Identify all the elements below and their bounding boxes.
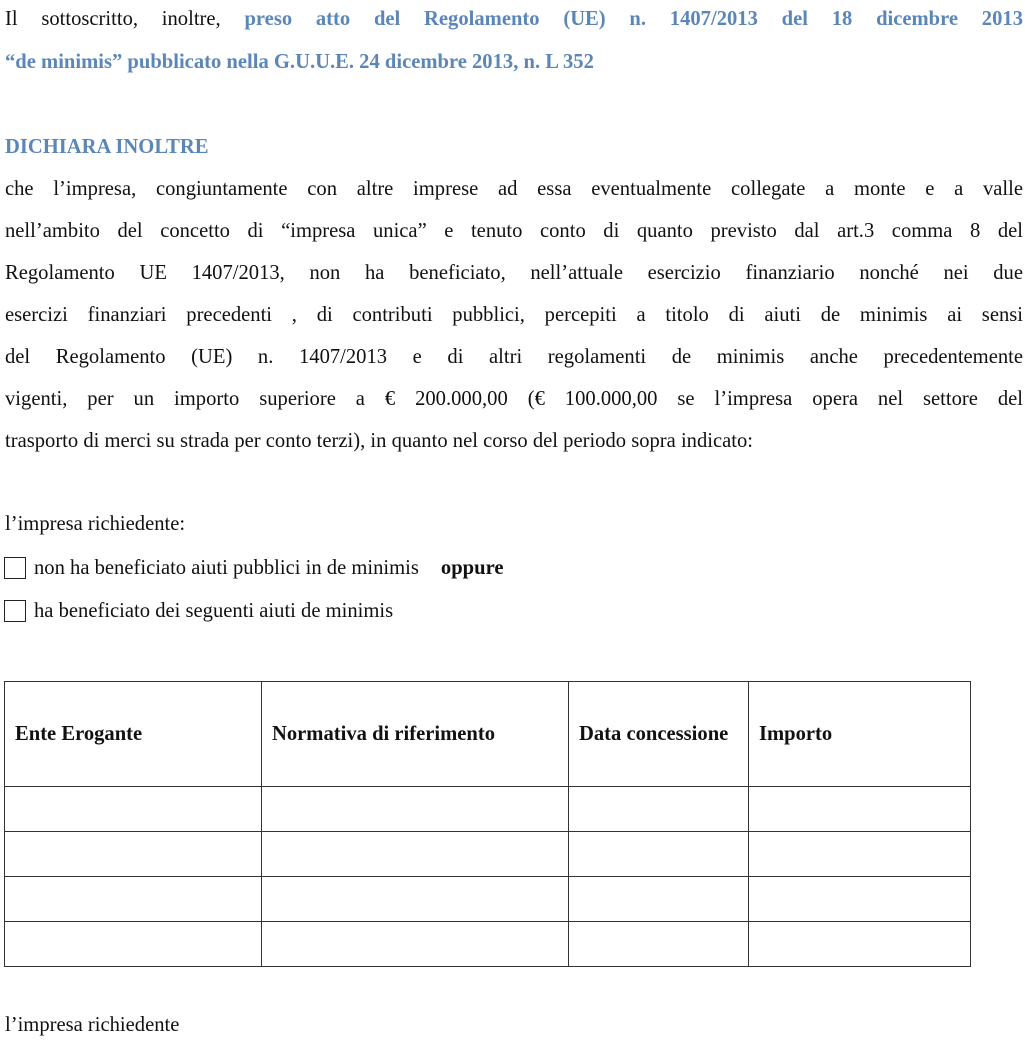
table-cell[interactable] [5, 787, 262, 832]
table-cell[interactable] [569, 922, 749, 967]
table-cell[interactable] [569, 832, 749, 877]
body-line: vigenti, per un importo superiore a € 200.000,00 (€ 100.000,00 se l’impresa opera nel settore del [5, 388, 1023, 410]
table-cell[interactable] [569, 787, 749, 832]
table-cell[interactable] [5, 922, 262, 967]
aid-table [4, 681, 971, 967]
header-ente-erogante: Ente Erogante [5, 682, 262, 787]
table-cell[interactable] [5, 877, 262, 922]
body-line: Regolamento UE 1407/2013, non ha beneficiato, nell’attuale esercizio finanziario nonché nei due [5, 262, 1023, 284]
table-cell[interactable] [749, 787, 971, 832]
option-not-beneficiary[interactable] [4, 555, 503, 581]
table-cell[interactable] [262, 787, 569, 832]
table-cell[interactable] [749, 922, 971, 967]
regulation-reference: preso atto del Regolamento (UE) n. 1407/2013 del 18 dicembre 2013 [244, 8, 1023, 30]
table-cell[interactable] [5, 832, 262, 877]
option-label: non ha beneficiato aiuti pubblici in de minimis [34, 557, 419, 579]
table-cell[interactable] [262, 832, 569, 877]
table-row [5, 922, 971, 967]
intro-line-2 [5, 49, 1023, 75]
regulation-publication: “de minimis” pubblicato nella G.U.U.E. 24 dicembre 2013, n. L 352 [5, 51, 594, 73]
footer-applicant-label: l’impresa richiedente [5, 1014, 180, 1036]
header-importo: Importo [749, 682, 971, 787]
body-line: che l’impresa, congiuntamente con altre imprese ad essa eventualmente collegate a monte e a valle [5, 178, 1023, 200]
table-cell[interactable] [262, 877, 569, 922]
checkbox-beneficiary[interactable] [4, 600, 26, 622]
table-row [5, 877, 971, 922]
table-cell[interactable] [262, 922, 569, 967]
table-cell[interactable] [569, 877, 749, 922]
intro-line-1 [5, 6, 1023, 32]
table-cell[interactable] [749, 877, 971, 922]
option-oppure: oppure [440, 557, 504, 579]
table-header-row [5, 682, 971, 787]
header-normativa: Normativa di riferimento [262, 682, 569, 787]
option-beneficiary[interactable] [4, 598, 393, 624]
table-row [5, 832, 971, 877]
body-line: esercizi finanziari precedenti , di contributi pubblici, percepiti a titolo di aiuti de minimis ai sensi [5, 304, 1023, 326]
option-label: ha beneficiato dei seguenti aiuti de minimis [34, 600, 394, 622]
header-data-concessione: Data concessione [569, 682, 749, 787]
body-line: nell’ambito del concetto di “impresa unica” e tenuto conto di quanto previsto dal art.3 comma 8 del [5, 220, 1023, 242]
applicant-label: l’impresa richiedente: [5, 513, 186, 535]
intro-prefix: Il sottoscritto, inoltre, [5, 8, 245, 30]
section-heading: DICHIARA INOLTRE [5, 136, 209, 158]
body-line: trasporto di merci su strada per conto terzi), in quanto nel corso del periodo sopra indicato: [5, 430, 754, 452]
table-row [5, 787, 971, 832]
checkbox-not-beneficiary[interactable] [4, 557, 26, 579]
table-cell[interactable] [749, 832, 971, 877]
body-line: del Regolamento (UE) n. 1407/2013 e di altri regolamenti de minimis anche precedentemente [5, 346, 1023, 368]
